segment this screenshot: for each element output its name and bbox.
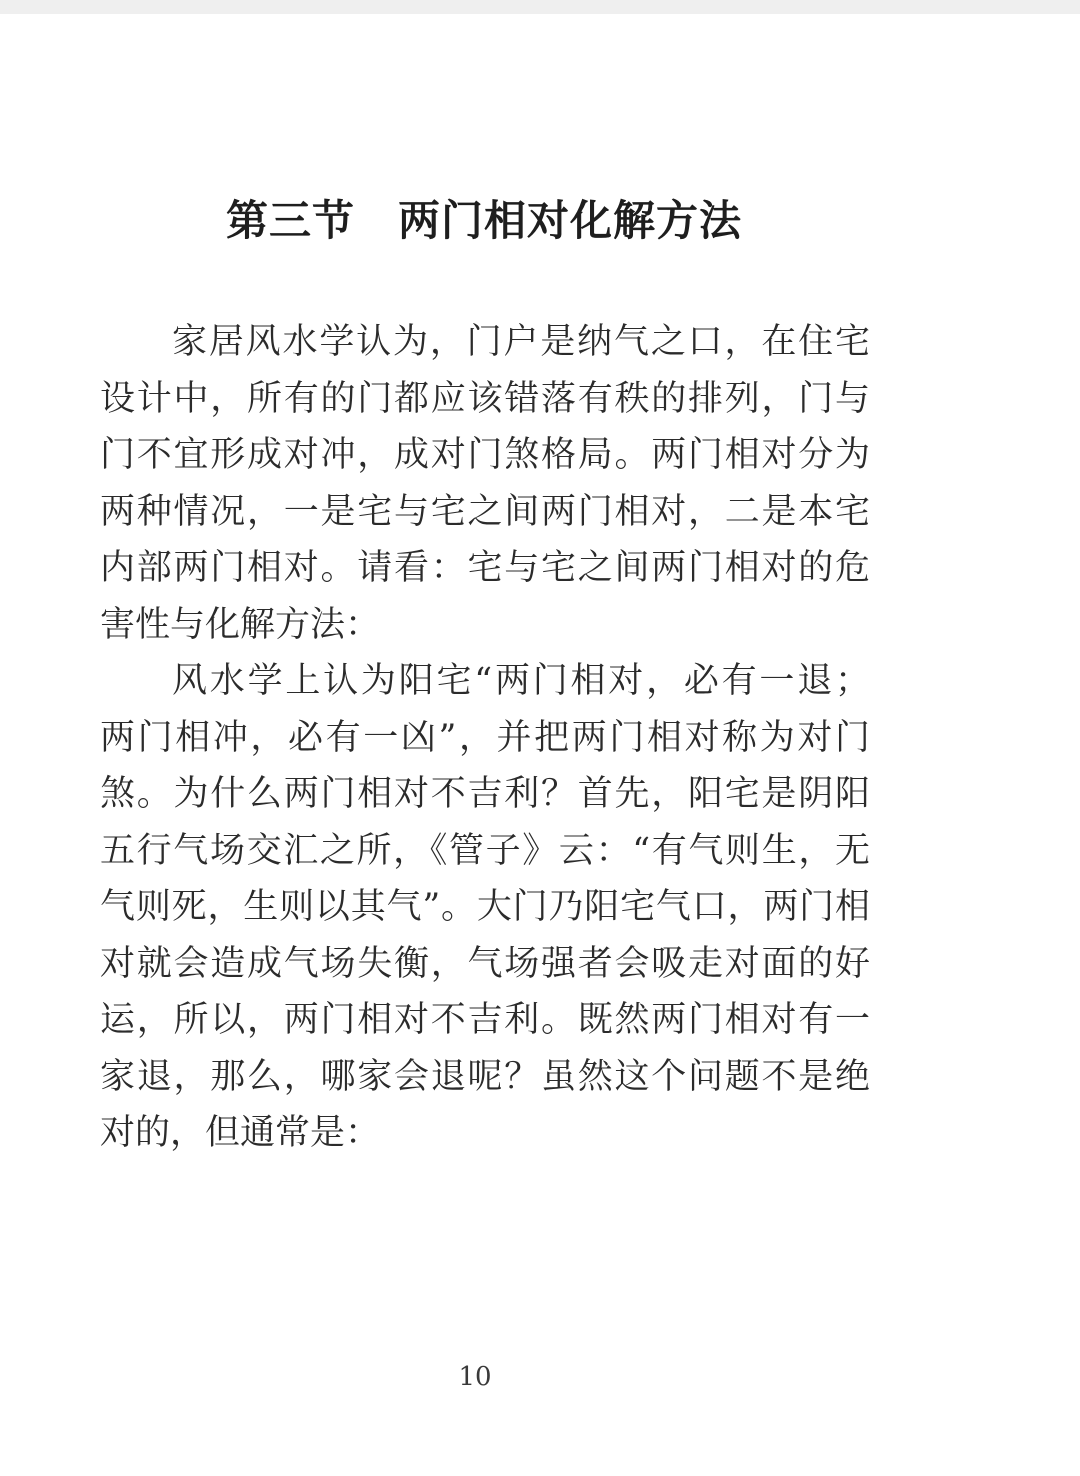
page-top-edge <box>0 0 1080 14</box>
paragraph-2-line: 对的，但通常是： <box>100 1113 381 1153</box>
body-text <box>100 314 870 1162</box>
paragraph-2-line: 对就会造成气场失衡，气场强者会吸走对面的好 <box>100 943 870 984</box>
paragraph-1-line: 内部两门相对。请看：宅与宅之间两门相对的危 <box>100 548 870 588</box>
paragraph-2-line: 家退，那么，哪家会退呢？虽然这个问题不是绝 <box>100 1056 870 1097</box>
page-number: 10 <box>458 1362 492 1392</box>
paragraph-2-line: 气则死，生则以其气”。大门乃阳宅气口，两门相 <box>100 887 870 927</box>
paragraph-1-line: 害性与化解方法： <box>100 604 381 645</box>
section-title: 第三节 两门相对化解方法 <box>225 196 742 245</box>
paragraph-2-line: 煞。为什么两门相对不吉利？首先，阳宅是阴阳 <box>100 774 870 814</box>
paragraph-1-line: 家居风水学认为，门户是纳气之口，在住宅 <box>172 322 870 362</box>
paragraph-2-line: 风水学上认为阳宅“两门相对，必有一退； <box>172 661 870 701</box>
paragraph-1-line: 门不宜形成对冲，成对门煞格局。两门相对分为 <box>100 435 870 475</box>
paragraph-2-line: 五行气场交汇之所，《管子》云：“有气则生，无 <box>100 830 870 871</box>
paragraph-1-line: 设计中，所有的门都应该错落有秩的排列，门与 <box>100 378 870 419</box>
paragraph-2-line: 运，所以，两门相对不吉利。既然两门相对有一 <box>100 1000 870 1040</box>
paragraph-1-line: 两种情况，一是宅与宅之间两门相对，二是本宅 <box>100 491 870 532</box>
paragraph-2-line: 两门相冲，必有一凶”，并把两门相对称为对门 <box>100 717 870 758</box>
